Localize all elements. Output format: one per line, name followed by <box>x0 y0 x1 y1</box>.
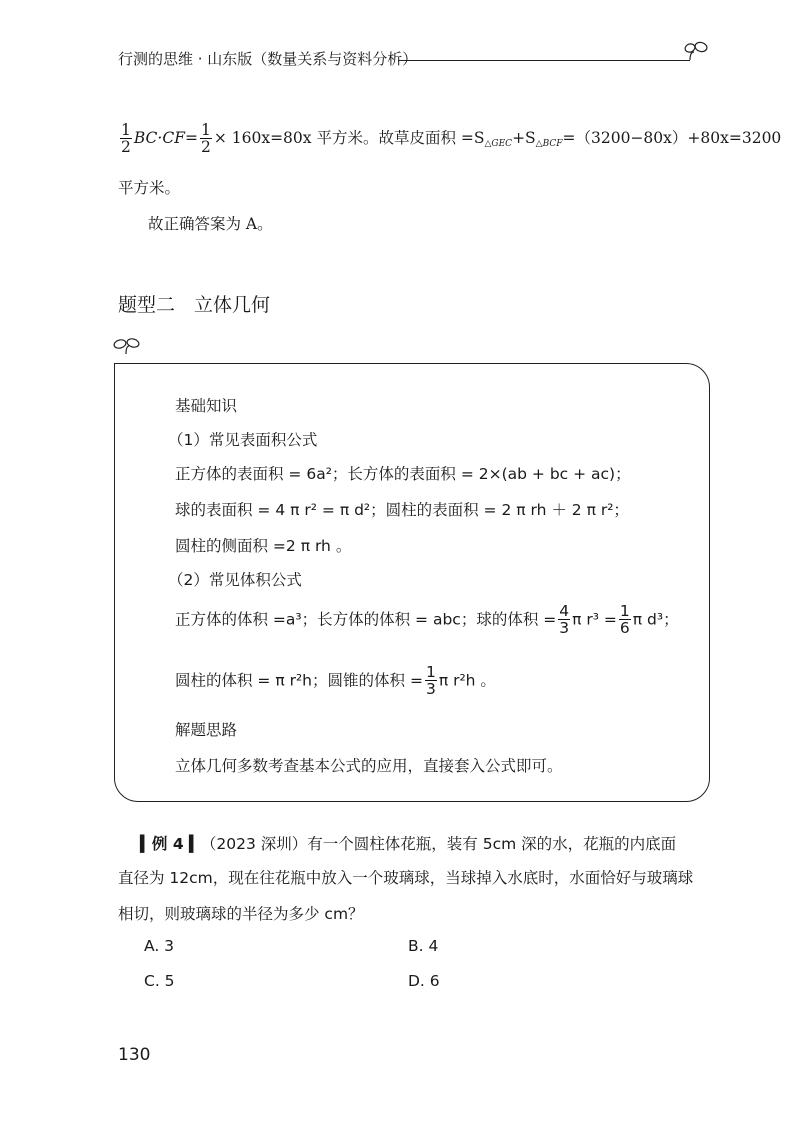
solution-line-1: $\frac{1}{2}$ BC·CF= $\frac{1}{2}$ × 160x=80x 平方米。故草皮面积 $=S_{\triangle GEC}+S_{\triangle BCF}=(3200-80x)+80x=3200$ <box>121 121 782 157</box>
example-label: ▍例 4 ▍ <box>140 835 201 853</box>
knowledge-heading: 基础知识 <box>175 397 238 415</box>
method-heading: 解题思路 <box>175 721 238 739</box>
fraction-half-2: $\frac{1}{2}$ <box>200 121 211 157</box>
formula-cube-surface: 正方体的表面积 = 6a²；长方体的表面积 = 2×(ab + bc + ac)； <box>175 465 631 483</box>
answer-line: 故正确答案为 A。 <box>148 215 273 233</box>
fraction-four-thirds: $\frac{4}{3}$ <box>559 602 570 638</box>
running-header: 行测的思维 · 山东版（数量关系与资料分析） <box>118 50 418 68</box>
header-rule <box>398 60 690 61</box>
solution-line-2: 平方米。 <box>118 179 181 197</box>
page-number: 130 <box>118 1045 151 1065</box>
surface-area-subheading: （1）常见表面积公式 <box>168 431 318 449</box>
fraction-one-third: $\frac{1}{3}$ <box>425 663 436 699</box>
sprout-icon <box>684 38 714 64</box>
option-d: D. 6 <box>408 972 440 990</box>
formula-volumes: 正方体的体积 =a³；长方体的体积 = abc；球的体积 = $\frac{4}{3}$ π r³ = $\frac{1}{6}$ π d³； <box>175 602 679 638</box>
formula-cylinder-side: 圆柱的侧面积 =2 π rh 。 <box>175 537 352 555</box>
formula-sphere-surface: 球的表面积 = 4 π r² = π d²；圆柱的表面积 = 2 π rh ＋ 2 π r²； <box>175 501 629 519</box>
example-line-2: 直径为 12cm，现在往花瓶中放入一个玻璃球，当球掉入水底时，水面恰好与玻璃球 <box>118 869 694 887</box>
formula-cylinder-cone-volume: 圆柱的体积 = π r²h；圆锥的体积 = $\frac{1}{3}$ π r²h 。 <box>175 663 496 699</box>
example-line-3: 相切，则玻璃球的半径为多少 cm？ <box>118 905 364 923</box>
section-title: 题型二 立体几何 <box>118 294 271 316</box>
volume-subheading: （2）常见体积公式 <box>168 571 302 589</box>
sprout-icon-small <box>112 334 142 358</box>
example-line-1: ▍例 4 ▍（2023 深圳）有一个圆柱体花瓶，装有 5cm 深的水，花瓶的内底面 <box>140 835 677 853</box>
method-text: 立体几何多数考查基本公式的应用，直接套入公式即可。 <box>175 757 563 775</box>
option-c: C. 5 <box>144 972 175 990</box>
fraction-one-sixth: $\frac{1}{6}$ <box>619 602 630 638</box>
fraction-half: $\frac{1}{2}$ <box>121 121 131 157</box>
option-b: B. 4 <box>408 937 439 955</box>
option-a: A. 3 <box>144 937 175 955</box>
